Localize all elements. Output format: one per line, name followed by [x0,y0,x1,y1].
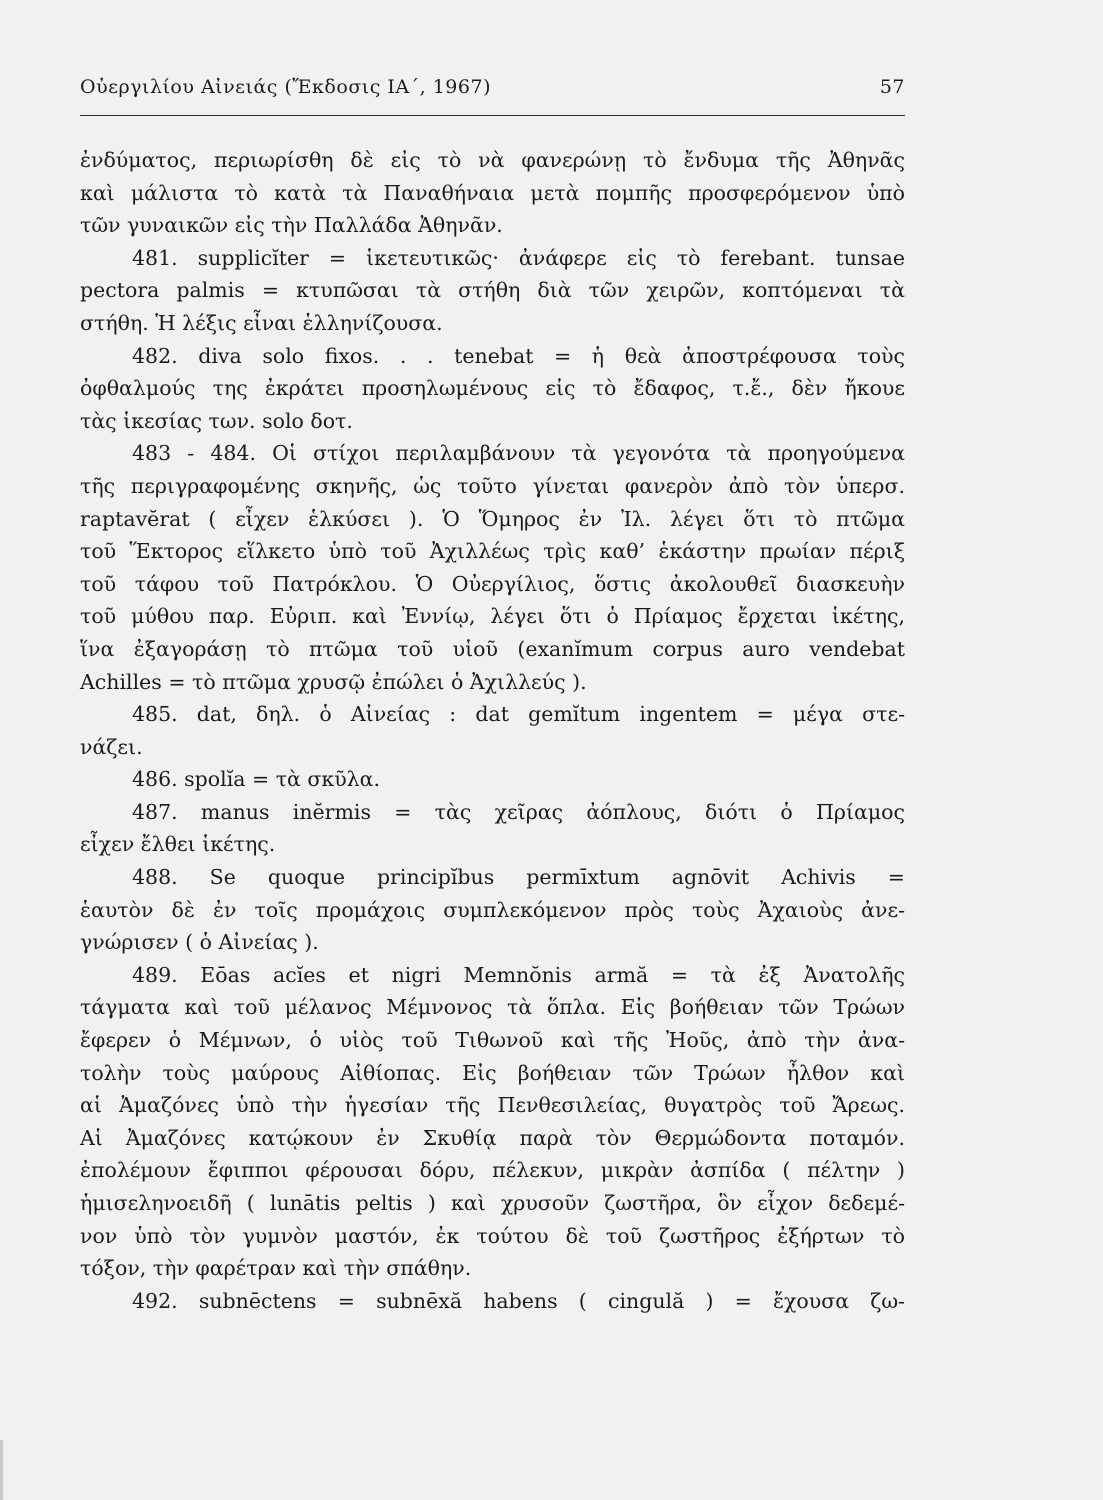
text-line: ἔφερεν ὁ Μέμνων, ὁ υἱὸς τοῦ Τιθωνοῦ καὶ τῆς Ἠοῦς, ἀπὸ τὴν ἀνα- [80,1028,905,1053]
text-line: 485. dat, δηλ. ὁ Αἰνείας : dat gemĭtum ingentem = μέγα στε- [132,702,905,727]
body-text [80,144,905,1317]
text-line: νον ὑπὸ τὸν γυμνὸν μαστόν, ἐκ τούτου δὲ τοῦ ζωστῆρος ἐξήρτων τὸ [80,1223,905,1248]
text-line: νάζει. [80,734,143,759]
text-line: τοῦ Ἕκτορος εἵλκετο ὑπὸ τοῦ Ἀχιλλέως τρὶς καθ’ ἑκάστην πρωίαν πέριξ [80,539,905,564]
header-rule [80,115,905,116]
text-line: τολὴν τοὺς μαύρους Αἰθίοπας. Εἰς βοήθειαν τῶν Τρώων ἦλθον καὶ [80,1060,905,1085]
text-line: ἐνδύματος, περιωρίσθη δὲ εἰς τὸ νὰ φανερώνῃ τὸ ἔνδυμα τῆς Ἀθηνᾶς [80,148,905,172]
text-line: τῶν γυναικῶν εἰς τὴν Παλλάδα Ἀθηνᾶν. [80,213,503,238]
text-line: 488. Se quoque principĭbus permīxtum agnōvit Achivis = [132,865,905,890]
text-line: ἡμισεληνοειδῆ ( lunātis peltis ) καὶ χρυσοῦν ζωστῆρα, ὃν εἶχον δεδεμέ- [80,1191,905,1215]
text-line: 489. Eōas acĭes et nigri Memnŏnis armă = τὰ ἐξ Ἀνατολῆς [132,962,905,987]
text-line: τοῦ τάφου τοῦ Πατρόκλου. Ὁ Οὐεργίλιος, ὅστις ἀκολουθεῖ διασκευὴν [80,571,905,596]
text-line: 483 - 484. Οἱ στίχοι περιλαμβάνουν τὰ γεγονότα τὰ προηγούμενα [132,441,905,466]
header-title: Οὐεργιλίου Αἰνειάς (Ἔκδοσις ΙΑ΄, 1967) [80,76,491,98]
text-line: 481. supplicĭter = ἱκετευτικῶς· ἀνάφερε εἰς τὸ ferebant. tunsae [132,245,905,270]
text-line: αἱ Ἀμαζόνες ὑπὸ τὴν ἡγεσίαν τῆς Πενθεσιλείας, θυγατρὸς τοῦ Ἄρεως. [80,1093,905,1118]
running-header [80,74,905,114]
text-line: ἵνα ἐξαγοράσῃ τὸ πτῶμα τοῦ υἱοῦ (exanĭmum corpus auro vendebat [80,636,905,661]
text-line: στήθη. Ἡ λέξις εἶναι ἑλληνίζουσα. [80,310,443,335]
text-line: ἐπολέμουν ἔφιπποι φέρουσαι δόρυ, πέλεκυν, μικρὰν ἀσπίδα ( πέλτην ) [80,1158,905,1183]
text-line: τὰς ἱκεσίας των. solo δοτ. [80,408,353,433]
text-line: ὀφθαλμούς της ἐκράτει προσηλωμένους εἰς τὸ ἔδαφος, τ.ἔ., δὲν ἤκουε [80,376,905,401]
text-line: raptavĕrat ( εἶχεν ἑλκύσει ). Ὁ Ὅμηρος ἐν Ἰλ. λέγει ὅτι τὸ πτῶμα [80,506,905,531]
scan-edge-mark [0,1440,3,1500]
text-line: εἶχεν ἔλθει ἱκέτης. [80,832,276,857]
text-line: ἑαυτὸν δὲ ἐν τοῖς προμάχοις συμπλεκόμενον πρὸς τοὺς Ἀχαιοὺς ἀνε- [80,897,905,922]
text-line: 487. manus inĕrmis = τὰς χεῖρας ἀόπλους, διότι ὁ Πρίαμος [132,799,905,824]
page-number: 57 [879,76,905,98]
text-line: 482. diva solo fixos. . . tenebat = ἡ θεὰ ἀποστρέφουσα τοὺς [132,343,905,368]
text-line: 492. subnēctens = subnēxă habens ( cingulă ) = ἔχουσα ζω- [132,1288,905,1313]
text-line: Αἱ Ἀμαζόνες κατῴκουν ἐν Σκυθίᾳ παρὰ τὸν Θερμώδοντα ποταμόν. [80,1125,905,1150]
text-line: pectora palmis = κτυπῶσαι τὰ στήθη διὰ τῶν χειρῶν, κοπτόμεναι τὰ [80,278,905,303]
text-line: τόξον, τὴν φαρέτραν καὶ τὴν σπάθην. [80,1256,472,1281]
text-line: τῆς περιγραφομένης σκηνῆς, ὡς τοῦτο γίνεται φανερὸν ἀπὸ τὸν ὑπερσ. [80,473,905,498]
text-line: τοῦ μύθου παρ. Εὐριπ. καὶ Ἐννίῳ, λέγει ὅτι ὁ Πρίαμος ἔρχεται ἱκέτης, [80,604,905,629]
text-line: 486. spolĭa = τὰ σκῦλα. [132,767,381,792]
text-line: Achilles = τὸ πτῶμα χρυσῷ ἐπώλει ὁ Ἀχιλλεύς ). [80,669,587,694]
text-line: γνώρισεν ( ὁ Αἰνείας ). [80,930,319,955]
text-line: καὶ μάλιστα τὸ κατὰ τὰ Παναθήναια μετὰ πομπῆς προσφερόμενον ὑπὸ [80,180,905,205]
text-line: τάγματα καὶ τοῦ μέλανος Μέμνονος τὰ ὅπλα. Εἰς βοήθειαν τῶν Τρώων [80,995,905,1020]
